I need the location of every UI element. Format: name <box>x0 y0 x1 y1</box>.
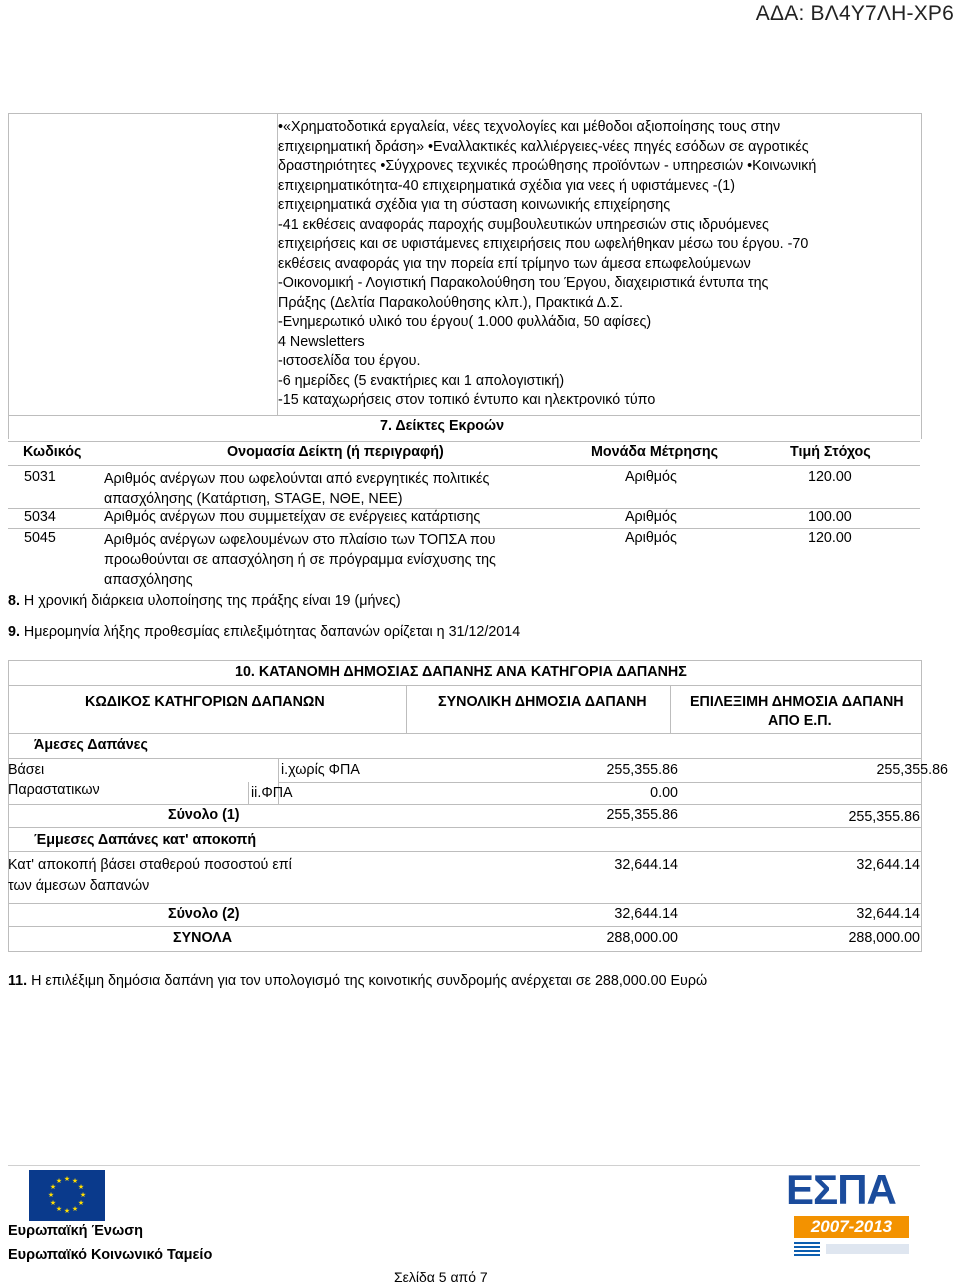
description-line: -Ενημερωτικό υλικό του έργου( 1.000 φυλλάδια, 50 αφίσες) <box>278 314 652 330</box>
espa-logo <box>786 1166 916 1265</box>
svg-text:★: ★ <box>55 1205 63 1213</box>
indirect-costs-label: Έμμεσες Δαπάνες κατ' αποκοπή <box>34 832 257 848</box>
col-total-header: ΣΥΝΟΛΙΚΗ ΔΗΜΟΣΙΑ ΔΑΠΑΝΗ <box>438 694 647 710</box>
row-divider <box>8 851 922 852</box>
description-line: •«Χρηματοδοτικά εργαλεία, νέες τεχνολογίες και μέθοδοι αξιοποίησης τους στην <box>278 119 781 135</box>
column-divider <box>406 685 407 733</box>
svg-text:★: ★ <box>63 1175 71 1183</box>
row-divider <box>8 415 920 416</box>
espa-tagline <box>826 1244 909 1254</box>
flat-rate-label: Κατ' αποκοπή βάσει σταθερού ποσοστού επί <box>8 857 292 873</box>
indicator-target: 120.00 <box>808 469 852 485</box>
svg-text:★: ★ <box>71 1205 79 1213</box>
description-line: Πράξης (Δελτία Παρακολούθησης κλπ.), Πρακτικά Δ.Σ. <box>278 294 624 311</box>
indicator-name-line: Αριθμός ανέργων που ωφελούνται από ενεργητικές πολιτικές <box>104 471 490 487</box>
column-divider <box>670 685 671 733</box>
description-line: 4 Newsletters <box>278 333 365 350</box>
svg-text:★: ★ <box>49 1199 57 1207</box>
row-divider <box>8 685 922 686</box>
indicator-name-line: Αριθμός ανέργων ωφελουμένων στο πλαίσιο των ΤΟΠΣΑ που <box>104 532 496 548</box>
section-9-number: 9. <box>8 624 20 640</box>
footer-divider <box>8 1165 920 1166</box>
row-divider <box>8 804 922 805</box>
section-8 <box>8 593 401 609</box>
subtotal-1-eligible: 255,355.86 <box>848 809 920 825</box>
header-target: Τιμή Στόχος <box>790 444 871 460</box>
indicator-name <box>104 469 489 509</box>
description-line: -15 καταχωρήσεις στον τοπικό έντυπο και ηλεκτρονικό τύπο <box>278 392 656 408</box>
vat-label: ii.ΦΠΑ <box>251 785 293 801</box>
flat-rate-label-2: των άμεσων δαπανών <box>8 878 150 894</box>
subtotal-2-eligible: 32,644.14 <box>856 906 920 922</box>
indicator-name-line: προωθούνται σε απασχόληση ή σε πρόγραμμα ενίσχυσης της <box>104 552 496 568</box>
indicator-target: 100.00 <box>808 509 852 525</box>
indicator-unit: Αριθμός <box>625 469 677 485</box>
indicator-name <box>104 530 496 590</box>
subtotal-2-total: 32,644.14 <box>614 906 678 922</box>
indicator-code: 5045 <box>24 530 56 546</box>
vat-excl-total: 255,355.86 <box>606 762 678 778</box>
subtotal-1-total: 255,355.86 <box>606 807 678 823</box>
section-11-text: Η επιλέξιμη δημόσια δαπάνη για τον υπολογισμό της κοινοτικής συνδρομής ανέρχεται σε 288,000.00 Ευρώ <box>27 973 708 989</box>
header-code: Κωδικός <box>23 444 82 460</box>
description-line: επιχειρηματικά σχέδια για τη σύσταση κοινωνικής επιχείρησης <box>278 197 671 213</box>
espa-logo-text: ΕΣΠΑ <box>786 1166 896 1213</box>
indicator-name: Αριθμός ανέργων που συμμετείχαν σε ενέργειες κατάρτισης <box>104 509 481 525</box>
description-line: δραστηριότητες •Σύγχρονες τεχνικές προώθησης προϊόντων - υπηρεσιών •Κοινωνική <box>278 158 817 174</box>
col-category-header: ΚΩΔΙΚΟΣ ΚΑΤΗΓΟΡΙΩΝ ΔΑΠΑΝΩΝ <box>85 694 325 710</box>
base-label-2: Παραστατικων <box>8 782 100 798</box>
indicator-name-line: απασχόλησης (Κατάρτιση, STAGE, ΝΘΕ, ΝΕΕ) <box>104 491 403 507</box>
section-8-text: Η χρονική διάρκεια υλοποίησης της πράξης είναι 19 (μήνες) <box>19 593 401 609</box>
section-9 <box>8 624 520 640</box>
row-divider <box>8 926 922 927</box>
svg-text:★: ★ <box>49 1183 57 1191</box>
subtotal-2-label: Σύνολο (2) <box>168 906 240 922</box>
base-label: Βάσει <box>8 762 45 778</box>
description-line: -ιστοσελίδα του έργου. <box>278 353 421 369</box>
flat-rate-eligible: 32,644.14 <box>856 857 920 873</box>
section-7-title: 7. Δείκτες Εκροών <box>380 418 505 434</box>
svg-text:★: ★ <box>71 1177 79 1185</box>
description-line: επιχειρηματικότητα-40 επιχειρηματικά σχέδια για νεες ή υφιστάμενες -(1) <box>278 177 735 194</box>
description-line: επιχειρήσεις και σε υφιστάμενες επιχειρήσεις που ωφελήθηκαν μέσω του έργου. -70 <box>278 236 809 252</box>
direct-costs-label: Άμεσες Δαπάνες <box>34 737 148 753</box>
greek-flag-icon <box>794 1242 820 1258</box>
indicator-unit: Αριθμός <box>625 509 677 525</box>
subtotal-1-label: Σύνολο (1) <box>168 807 240 823</box>
description-line: εκθέσεις αναφοράς για την πορεία επί τρίμηνο των άμεσα επωφελούμενων <box>278 255 751 272</box>
espa-years: 2007-2013 <box>794 1216 909 1238</box>
indicator-code: 5031 <box>24 469 56 485</box>
svg-text:★: ★ <box>55 1177 63 1185</box>
eu-stars-icon <box>29 1170 105 1221</box>
col-eligible-header-2: ΑΠΟ Ε.Π. <box>768 713 832 729</box>
description-line: -6 ημερίδες (5 ενακτήριες και 1 απολογιστική) <box>278 372 565 389</box>
description-line: -41 εκθέσεις αναφοράς παροχής συμβουλευτικών υπηρεσιών στις ιδρυόμενες <box>278 216 769 233</box>
grand-total-label: ΣΥΝΟΛΑ <box>173 930 233 946</box>
indicator-name-line: απασχόλησης <box>104 572 193 588</box>
header-unit: Μονάδα Μέτρησης <box>591 444 719 460</box>
svg-text:★: ★ <box>77 1199 85 1207</box>
vat-excl-eligible: 255,355.86 <box>876 762 948 778</box>
section-10-title: 10. ΚΑΤΑΝΟΜΗ ΔΗΜΟΣΙΑΣ ΔΑΠΑΝΗΣ ΑΝΑ ΚΑΤΗΓΟΡΙΑ ΔΑΠΑΝΗΣ <box>235 664 687 680</box>
column-divider <box>248 782 249 804</box>
grand-total-eligible: 288,000.00 <box>848 930 920 946</box>
row-divider <box>8 827 922 828</box>
section-11 <box>8 973 707 989</box>
svg-text:★: ★ <box>47 1191 55 1199</box>
svg-text:★: ★ <box>77 1183 85 1191</box>
row-divider <box>8 733 922 734</box>
esf-label: Ευρωπαϊκό Κοινωνικό Ταμείο <box>8 1247 213 1263</box>
row-divider <box>8 758 922 759</box>
indicator-target: 120.00 <box>808 530 852 546</box>
page-number: Σελίδα 5 από 7 <box>394 1269 488 1285</box>
vat-total: 0.00 <box>650 785 678 801</box>
svg-text:★: ★ <box>79 1191 87 1199</box>
flat-rate-total: 32,644.14 <box>614 857 678 873</box>
description-line: επιχειρηματική δράση» •Εναλλακτικές καλλιέργειες-νέες πηγές εσόδων σε αγροτικές <box>278 138 809 155</box>
header-divider <box>8 465 920 466</box>
row-divider <box>8 903 922 904</box>
vat-excl-label: i.χωρίς ΦΠΑ <box>281 762 360 778</box>
eu-label: Ευρωπαϊκή Ένωση <box>8 1223 143 1239</box>
indicator-unit: Αριθμός <box>625 530 677 546</box>
row-divider <box>278 782 922 783</box>
header-name: Ονομασία Δείκτη (ή περιγραφή) <box>227 444 444 460</box>
grand-total-total: 288,000.00 <box>606 930 678 946</box>
section-9-text: Ημερομηνία λήξης προθεσμίας επιλεξιμότητας δαπανών ορίζεται η 31/12/2014 <box>19 624 521 640</box>
section-11-number: 11. <box>8 973 28 989</box>
eu-flag-logo <box>29 1170 105 1221</box>
svg-text:★: ★ <box>63 1207 71 1215</box>
indicator-code: 5034 <box>24 509 56 525</box>
section-8-number: 8. <box>8 593 20 609</box>
description-line: -Οικονομική - Λογιστική Παρακολούθηση του Έργου, διαχειριστικά έντυπα της <box>278 275 769 291</box>
col-eligible-header: ΕΠΙΛΕΞΙΜΗ ΔΗΜΟΣΙΑ ΔΑΠΑΝΗ <box>690 694 904 710</box>
deliverables-description <box>278 118 914 411</box>
row-divider <box>8 528 920 529</box>
indicators-header <box>8 441 920 466</box>
ada-code: ΑΔΑ: ΒΛ4Υ7ΛΗ-ΧΡ6 <box>755 2 954 25</box>
